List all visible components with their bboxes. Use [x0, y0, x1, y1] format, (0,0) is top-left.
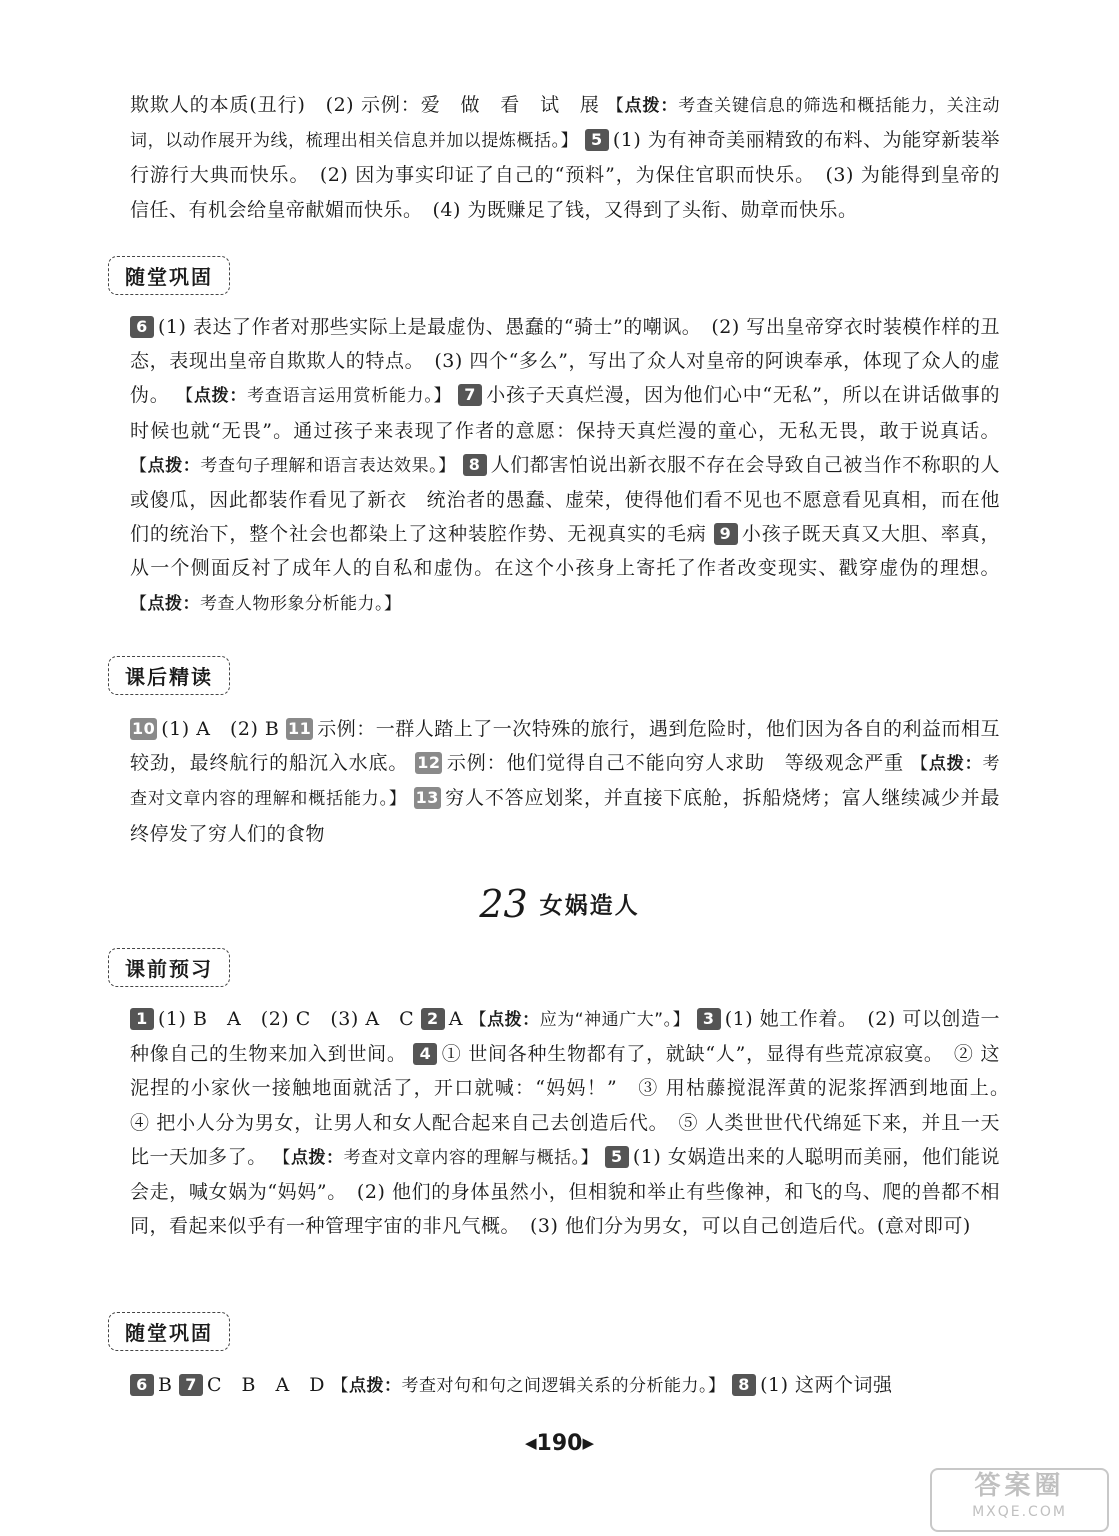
question-number-11: 11	[287, 719, 312, 738]
question-number-8: 8	[463, 454, 487, 476]
answer-text: (1) 表达了作者对那些实际上是最虚伪、愚蠢的“骑士”的嘲讽。 (2) 写出皇帝穿衣时装模作样的丑态，表现出皇帝自欺欺人的特点。 (3) 四个“多么”，写出了众人对皇帝的阿谀奉承，体现了众人的虚伪。	[130, 316, 1000, 407]
answer-text: A	[448, 1008, 463, 1030]
answer-paragraph-3	[130, 712, 1000, 851]
question-number-10: 10	[132, 719, 156, 738]
chapter-heading	[0, 882, 1119, 926]
answer-text: 示例：他们觉得自己不能向穷人求助 等级观念严重	[446, 752, 905, 775]
answer-text: 小孩子天真烂漫，因为他们心中“无私”，所以在讲话做事的时候也就“无畏”。通过孩子来表现了作者的意愿：保持天真烂漫的童心，无私无畏，敢于说真话。	[130, 384, 1001, 442]
answer-text: 欺欺人的本质(丑行) (2) 示例：爱 做 看 试 展	[130, 94, 600, 116]
question-number-6: 6	[130, 1374, 154, 1396]
answer-text: ① 世间各种生物都有了，就缺“人”，显得有些荒凉寂寞。 ② 这泥捏的小家伙一接触地面就活了，开口就喊：“妈妈！” ③ 用枯藤搅混浑黄的泥浆挥洒到地面上。 ④ 把小人分为男女，让男人和女人配合起来自己去创造后代。 ⑤ 人类世世代代绵延下来，并且一天比一天加多了。	[130, 1043, 1020, 1168]
question-number-6: 6	[130, 316, 154, 338]
watermark-logo: 答案圈 MXQE.COM	[930, 1468, 1109, 1532]
question-number-5: 5	[605, 1146, 629, 1168]
question-number-7: 7	[458, 384, 482, 406]
hint: 【点拨：应为“神通广大”。】	[469, 1010, 691, 1030]
question-number-2: 2	[421, 1008, 445, 1030]
answer-text: (1) 这两个词强	[760, 1374, 893, 1396]
answer-text: (1) B A (2) C (3) A C	[158, 1008, 415, 1030]
chapter-title: 女娲造人	[539, 893, 640, 919]
answer-text: 示例：一群人踏上了一次特殊的旅行，遇到危险时，他们因为各自的利益而相互较劲，最终航行的船沉入水底。	[130, 718, 1000, 775]
answer-text: (1) 为有神奇美丽精致的布料、为能穿新装举行游行大典而快乐。 (2) 因为事实印证了自己的“预料”，为保住官职而快乐。 (3) 为能得到皇帝的信任、有机会给皇帝献媚而快乐。 (4) 为既赚足了钱，又得到了头衔、勋章而快乐。	[130, 129, 1001, 221]
question-number-13: 13	[415, 788, 439, 808]
section-label-kehou: 课后精读	[108, 656, 230, 695]
answer-paragraph-5	[130, 1368, 1000, 1403]
question-number-1: 1	[130, 1008, 154, 1030]
question-number-12: 12	[417, 753, 441, 773]
question-number-9: 9	[714, 523, 738, 545]
page-number-text: 190	[536, 1431, 583, 1456]
question-number-4: 4	[413, 1043, 437, 1065]
hint: 【点拨：考查关键信息的筛选和概括能力，关注动词，以动作展开为线，梳理出相关信息并加以提炼概括。】	[130, 96, 1001, 152]
answer-text: (1) 女娲造出来的人聪明而美丽，他们能说会走，喊女娲为“妈妈”。 (2) 他们的身体虽然小，但相貌和举止有些像神，和飞的鸟、爬的兽都不相同，看起来似乎有一种管理宇宙的非凡气概。 (3) 他们分为男女，可以自己创造后代。(意对即可)	[130, 1145, 1001, 1238]
section-label-suitang: 随堂巩固	[108, 1312, 230, 1351]
chapter-number: 23	[479, 882, 528, 926]
answer-text: (1) 她工作着。 (2) 可以创造一种像自己的生物来加入到世间。	[130, 1008, 1000, 1066]
answer-text: 人们都害怕说出新衣服不存在会导致自己被当作不称职的人或傻瓜，因此都装作看见了新衣 统治者的愚蠢、虚荣，使得他们看不见也不愿意看见真相，而在他们的统治下，整个社会也都染上了这种装腔作势、无视真实的毛病	[130, 453, 1001, 546]
answer-text: C B A D	[207, 1374, 325, 1396]
section-label-keqian: 课前预习	[108, 948, 230, 987]
section-label-suitang: 随堂巩固	[108, 256, 230, 295]
hint: 【点拨：考查人物形象分析能力。】	[130, 593, 402, 614]
hint: 【点拨：考查对文章内容的理解与概括。】	[273, 1147, 599, 1168]
answer-text: 小孩子既天真又大胆、率真，从一个侧面反衬了成年人的自私和虚伪。在这个小孩身上寄托了作者改变现实、戳穿虚伪的理想。	[130, 523, 1000, 580]
page-number	[0, 1431, 1119, 1456]
answer-paragraph-1	[130, 88, 1000, 227]
hint: 【点拨：考查对文章内容的理解和概括能力。】	[130, 754, 1000, 810]
question-number-3: 3	[697, 1008, 721, 1030]
answer-text: (1) A (2) B	[161, 718, 280, 740]
hint: 【点拨：考查对句和句之间逻辑关系的分析能力。】	[331, 1376, 726, 1396]
hint: 【点拨：考查句子理解和语言表达效果。】	[130, 455, 456, 476]
hint: 【点拨：考查语言运用赏析能力。】	[176, 386, 452, 407]
question-number-7: 7	[179, 1374, 203, 1396]
answer-text: B	[158, 1374, 173, 1396]
answer-text: 穷人不答应划桨，并直接下底舱，拆船烧烤；富人继续减少并最终停发了穷人们的食物	[130, 787, 1000, 845]
triangle-left-icon: ◀	[524, 1434, 537, 1452]
triangle-right-icon: ▶	[582, 1434, 595, 1452]
answer-paragraph-4	[130, 1002, 1020, 1243]
answer-paragraph-2	[130, 310, 1000, 621]
question-number-8: 8	[732, 1374, 756, 1396]
question-number-5: 5	[585, 129, 609, 151]
